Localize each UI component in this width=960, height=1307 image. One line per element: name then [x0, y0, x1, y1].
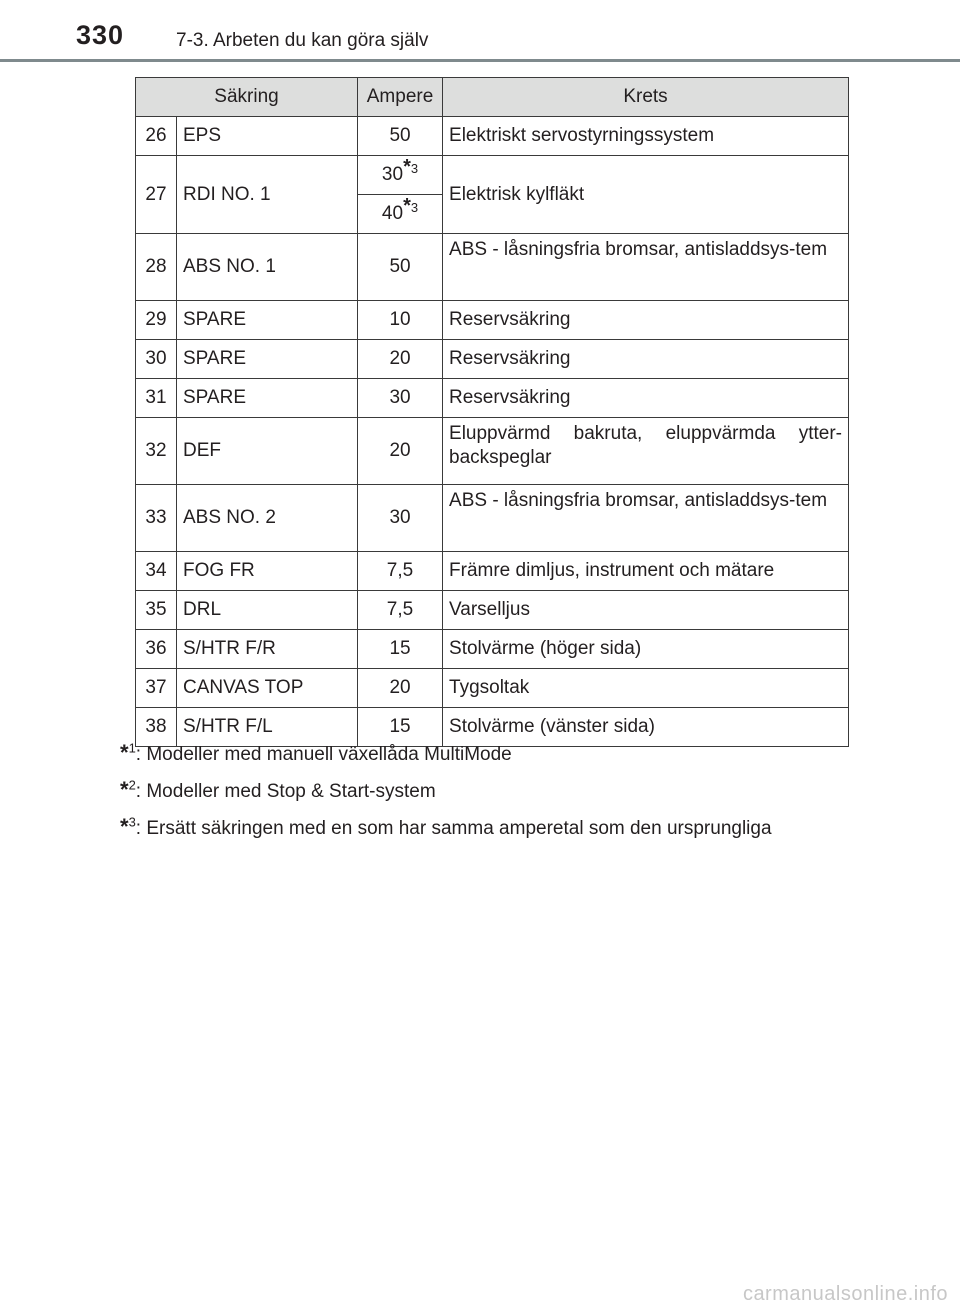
- footnote-text: : Ersätt säkringen med en som har samma amperetal som den ursprungliga: [135, 818, 772, 839]
- footnote-number: 3: [128, 814, 136, 830]
- fuse-name: FOG FR: [177, 552, 358, 591]
- footnote-text: : Modeller med manuell växellåda MultiMode: [135, 744, 512, 765]
- fuse-ampere: 15: [358, 708, 443, 747]
- fuse-circuit: Stolvärme (vänster sida): [443, 708, 849, 747]
- footnote-3: [120, 812, 772, 849]
- fuse-circuit: Varselljus: [443, 591, 849, 630]
- fuse-circuit: Reservsäkring: [443, 379, 849, 418]
- fuse-name: SPARE: [177, 379, 358, 418]
- footnote-reference: *3: [403, 155, 419, 178]
- fuse-circuit: Främre dimljus, instrument och mätare: [443, 552, 849, 591]
- fuse-name: S/HTR F/L: [177, 708, 358, 747]
- fuse-name: CANVAS TOP: [177, 669, 358, 708]
- table-row: [136, 379, 849, 418]
- table-row: [136, 156, 849, 195]
- footnote-mark: *: [120, 777, 129, 802]
- fuse-number: 26: [136, 117, 177, 156]
- table-row: [136, 630, 849, 669]
- fuse-ampere: 20: [358, 669, 443, 708]
- footnote-2: [120, 775, 772, 812]
- fuse-ampere: [358, 195, 443, 234]
- table-row: [136, 485, 849, 552]
- table-row: [136, 301, 849, 340]
- fuse-name: ABS NO. 2: [177, 485, 358, 552]
- fuse-circuit: Tygsoltak: [443, 669, 849, 708]
- table-row: [136, 591, 849, 630]
- table-row: [136, 552, 849, 591]
- ampere-value: 30: [381, 164, 404, 185]
- fuse-name: SPARE: [177, 340, 358, 379]
- fuse-number: 37: [136, 669, 177, 708]
- footnote-number: 2: [128, 777, 136, 793]
- footnote-text: : Modeller med Stop & Start-system: [135, 781, 436, 802]
- fuse-name: SPARE: [177, 301, 358, 340]
- table-row: [136, 234, 849, 301]
- fuse-number: 33: [136, 485, 177, 552]
- fuse-ampere: 30: [358, 485, 443, 552]
- fuse-circuit: Stolvärme (höger sida): [443, 630, 849, 669]
- fuse-table: [135, 77, 849, 747]
- ampere-value: 40: [381, 203, 404, 224]
- page-number: 330: [76, 20, 125, 50]
- fuse-name: RDI NO. 1: [177, 156, 358, 234]
- fuse-circuit: ABS - låsningsfria bromsar, antisladdsys-tem: [443, 234, 849, 301]
- fuse-number: 31: [136, 379, 177, 418]
- fuse-number: 34: [136, 552, 177, 591]
- fuse-ampere: 50: [358, 234, 443, 301]
- fuse-ampere: [358, 156, 443, 195]
- column-header-fuse: Säkring: [136, 78, 358, 117]
- fuse-number: 38: [136, 708, 177, 747]
- fuse-number: 36: [136, 630, 177, 669]
- fuse-name: EPS: [177, 117, 358, 156]
- fuse-ampere: 30: [358, 379, 443, 418]
- fuse-number: 27: [136, 156, 177, 234]
- table-row: [136, 340, 849, 379]
- fuse-circuit: Eluppvärmd bakruta, eluppvärmda ytter-backspeglar: [443, 418, 849, 485]
- fuse-number: 30: [136, 340, 177, 379]
- fuse-number: 29: [136, 301, 177, 340]
- column-header-ampere: Ampere: [358, 78, 443, 117]
- fuse-circuit: Elektriskt servostyrningssystem: [443, 117, 849, 156]
- table-header-row: [136, 78, 849, 117]
- fuse-circuit: Reservsäkring: [443, 301, 849, 340]
- section-title: 7-3. Arbeten du kan göra själv: [176, 30, 429, 51]
- footnotes: [120, 738, 772, 849]
- fuse-circuit: Reservsäkring: [443, 340, 849, 379]
- table-row: [136, 669, 849, 708]
- fuse-ampere: 7,5: [358, 591, 443, 630]
- fuse-ampere: 20: [358, 340, 443, 379]
- table-row: [136, 418, 849, 485]
- watermark: carmanualsonline.info: [742, 1283, 948, 1305]
- footnote-mark: *: [120, 814, 129, 839]
- fuse-ampere: 15: [358, 630, 443, 669]
- column-header-circuit: Krets: [443, 78, 849, 117]
- fuse-ampere: 50: [358, 117, 443, 156]
- fuse-circuit: Elektrisk kylfläkt: [443, 156, 849, 234]
- fuse-ampere: 10: [358, 301, 443, 340]
- table-row: [136, 117, 849, 156]
- fuse-name: DRL: [177, 591, 358, 630]
- footnote-reference: *3: [403, 194, 419, 217]
- fuse-number: 28: [136, 234, 177, 301]
- fuse-number: 32: [136, 418, 177, 485]
- fuse-name: DEF: [177, 418, 358, 485]
- page-header: [0, 0, 960, 62]
- header-divider: [0, 59, 960, 62]
- footnote-mark: *: [120, 740, 129, 765]
- fuse-ampere: 20: [358, 418, 443, 485]
- fuse-name: ABS NO. 1: [177, 234, 358, 301]
- footnote-1: [120, 738, 772, 775]
- fuse-ampere: 7,5: [358, 552, 443, 591]
- footnote-number: 1: [128, 740, 136, 756]
- fuse-circuit: ABS - låsningsfria bromsar, antisladdsys-tem: [443, 485, 849, 552]
- fuse-number: 35: [136, 591, 177, 630]
- fuse-name: S/HTR F/R: [177, 630, 358, 669]
